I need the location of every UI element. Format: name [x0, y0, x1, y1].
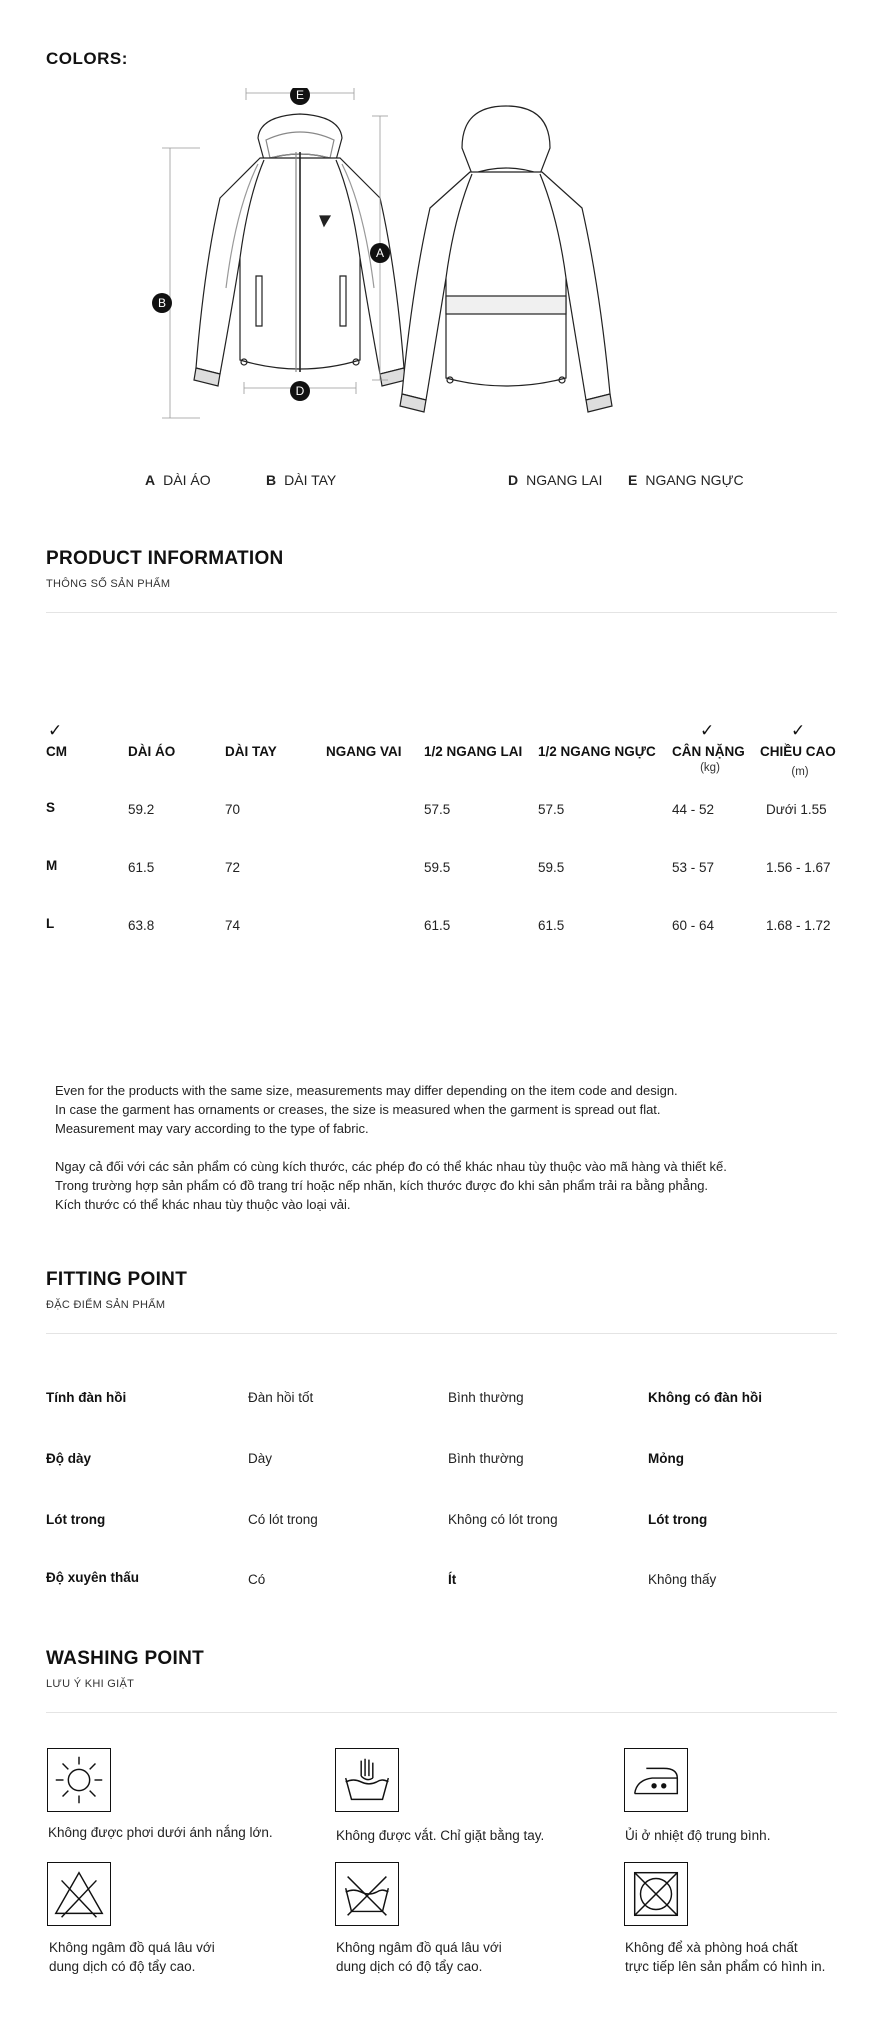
fitting-option: Bình thường [448, 1390, 524, 1405]
washing-note: Không ngâm đồ quá lâu với dung dịch có độ tẩy cao. [336, 1940, 502, 1974]
fitting-option: Không có lót trong [448, 1512, 558, 1527]
marker-a-label: A [375, 246, 385, 260]
table-header: CM [46, 744, 67, 759]
table-cell: 70 [225, 802, 241, 817]
legend-item-b: B DÀI TAY [266, 472, 337, 488]
product-info-subtitle: THÔNG SỐ SẢN PHẨM [46, 578, 171, 590]
back-jacket-drawing [400, 106, 612, 412]
washing-point-subtitle: LƯU Ý KHI GIẶT [46, 1678, 135, 1690]
fitting-option: Dày [248, 1451, 273, 1466]
size-label: S [46, 800, 56, 815]
marker-d-label: D [295, 384, 305, 398]
fitting-label: Độ xuyên thấu [46, 1570, 140, 1585]
washing-note: Ủi ở nhiệt độ trung bình. [625, 1828, 771, 1843]
legend-item-a: A DÀI ÁO [145, 472, 211, 488]
washing-note: Không được vắt. Chỉ giặt bằng tay. [336, 1828, 545, 1843]
table-header: DÀI TAY [225, 744, 277, 759]
fitting-option-selected: Không có đàn hồi [648, 1390, 762, 1405]
table-cell: 57.5 [538, 802, 565, 817]
fitting-option: Đàn hồi tốt [248, 1390, 314, 1405]
table-cell: 59.5 [538, 860, 565, 875]
table-cell: 1.68 - 1.72 [766, 918, 831, 933]
fitting-option-selected: Mỏng [648, 1451, 684, 1466]
legend-item-e: E NGANG NGỰC [628, 472, 744, 488]
table-cell: 59.5 [424, 860, 451, 875]
height-unit: (m) [791, 766, 809, 778]
table-header: CÂN NẶNG [672, 744, 745, 759]
fitting-point-subtitle: ĐẶC ĐIỂM SẢN PHẨM [46, 1299, 166, 1311]
table-header: CHIỀU CAO [760, 744, 836, 759]
table-cell: 60 - 64 [672, 918, 715, 933]
table-cell: 57.5 [424, 802, 451, 817]
iron-icon [624, 1748, 688, 1812]
table-cell: 59.2 [128, 802, 155, 817]
table-header: 1/2 NGANG NGỰC [538, 744, 656, 759]
check-icon: ✓ [700, 721, 715, 740]
divider [46, 1712, 837, 1713]
marker-b-label: B [157, 296, 167, 310]
hand-wash-icon [335, 1748, 399, 1812]
table-cell: 74 [225, 918, 241, 933]
table-cell: 53 - 57 [672, 860, 715, 875]
check-icon: ✓ [791, 721, 806, 740]
no-bleach-icon [47, 1862, 111, 1926]
size-label: M [46, 858, 58, 873]
table-cell: 44 - 52 [672, 802, 715, 817]
fitting-option: Không thấy [648, 1572, 717, 1587]
fitting-label: Độ dày [46, 1451, 92, 1466]
fitting-point-title: FITTING POINT [46, 1269, 188, 1290]
notes-english: Even for the products with the same size, measurements may differ depending on the item code and design. In case the garment has ornaments or creases, the size is measured when the garment is spread out flat. Measurement may vary according to the type of fabric. [55, 1083, 678, 1136]
table-header: DÀI ÁO [128, 744, 176, 759]
notes-vietnamese: Ngay cả đối với các sản phẩm có cùng kích thước, các phép đo có thể khác nhau tùy thuộc vào mã hàng và thiết kế. Trong trường hợp sản phẩm có đồ trang trí hoặc nếp nhăn, kích thước được đo khi sản phẩm trải ra bằng phẳng. Kích thước có thể khác nhau tùy thuộc vào loại vải. [55, 1159, 727, 1212]
table-cell: 61.5 [128, 860, 155, 875]
size-label: L [46, 916, 55, 931]
table-cell: 72 [225, 860, 241, 875]
table-header: NGANG VAI [326, 744, 402, 759]
table-cell: 61.5 [538, 918, 565, 933]
divider [46, 1333, 837, 1334]
divider [46, 612, 837, 613]
marker-e-label: E [295, 88, 305, 102]
no-soak-icon [335, 1862, 399, 1926]
no-tumble-dry-icon [624, 1862, 688, 1926]
table-cell: 63.8 [128, 918, 155, 933]
table-cell: 61.5 [424, 918, 451, 933]
table-cell: Dưới 1.55 [766, 802, 827, 817]
fitting-option-selected: Ít [448, 1572, 457, 1587]
product-info-title: PRODUCT INFORMATION [46, 548, 284, 569]
sun-icon [47, 1748, 111, 1812]
fitting-option-selected: Lót trong [648, 1512, 708, 1527]
fitting-option: Có lót trong [248, 1512, 318, 1527]
washing-note: Không được phơi dưới ánh nắng lớn. [48, 1825, 273, 1840]
washing-note: Không để xà phòng hoá chất trực tiếp lên sản phẩm có hình in. [625, 1940, 826, 1974]
washing-note: Không ngâm đồ quá lâu với dung dịch có độ tẩy cao. [49, 1940, 215, 1974]
fitting-label: Lót trong [46, 1512, 106, 1527]
washing-point-title: WASHING POINT [46, 1648, 205, 1669]
fitting-option: Có [248, 1572, 266, 1587]
colors-heading: COLORS: [46, 49, 128, 68]
check-icon: ✓ [48, 721, 63, 740]
fitting-option: Bình thường [448, 1451, 524, 1466]
garment-diagram [140, 88, 720, 428]
weight-unit: (kg) [700, 762, 720, 774]
table-header: 1/2 NGANG LAI [424, 744, 523, 759]
table-cell: 1.56 - 1.67 [766, 860, 831, 875]
legend-item-d: D NGANG LAI [508, 472, 603, 488]
fitting-label: Tính đàn hồi [46, 1390, 127, 1405]
